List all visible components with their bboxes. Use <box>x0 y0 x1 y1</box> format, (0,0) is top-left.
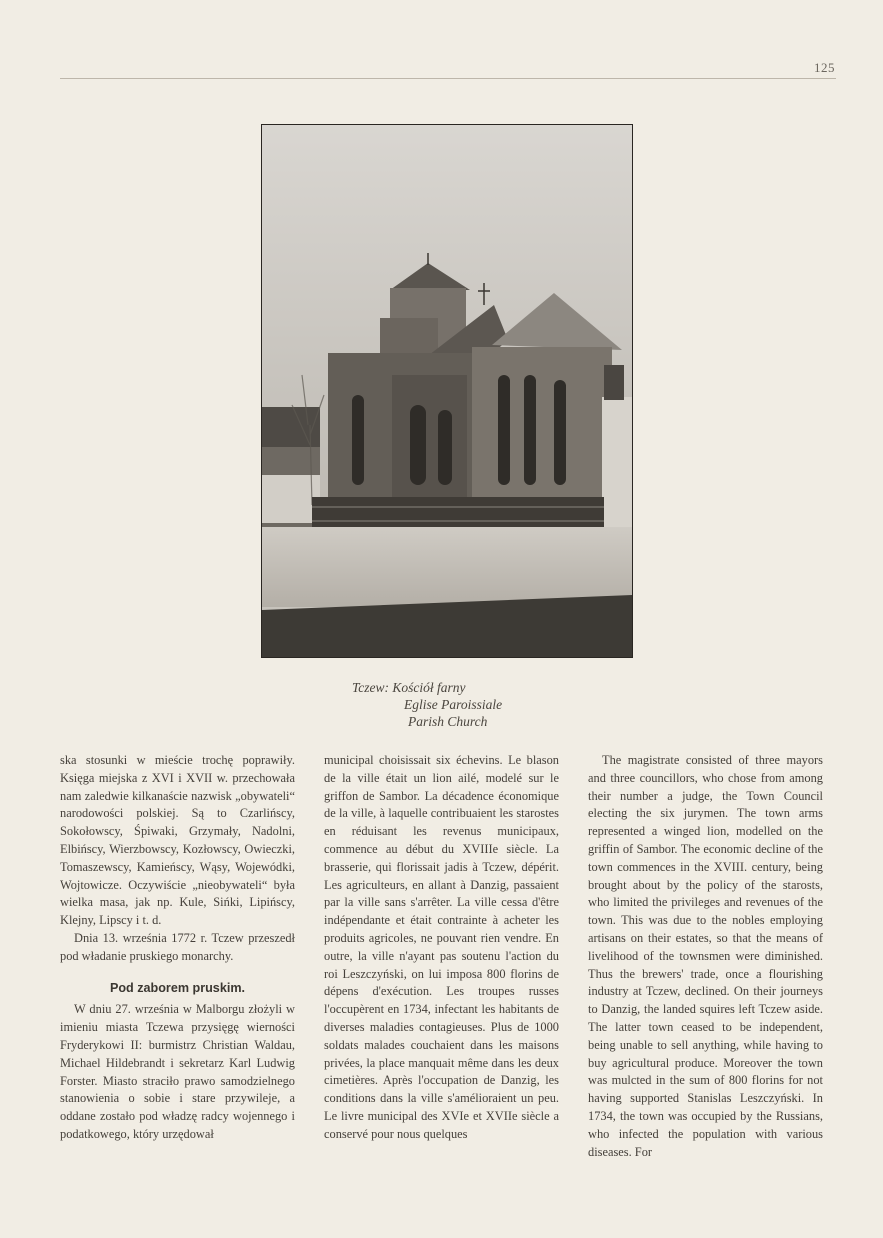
header-rule <box>60 78 836 79</box>
polish-paragraph-3: W dniu 27. września w Malborgu złożyli w imieniu miasta Tczewa przysięgę wierności Fryderykowi II: burmistrz Christian Waldau, Michael Hildebrandt i sekretarz Karl Ludwig Forster. Miasto straciło prawo samodzielnego stanowienia o sobie i stare przywileje, a oddane zostało pod władzę radcy wojennego i podatkowego, który urzędował <box>60 1002 295 1141</box>
section-heading: Pod zaborem pruskim. <box>109 980 246 995</box>
page-number: 125 <box>814 60 835 75</box>
polish-paragraph-2: Dnia 13. września 1772 r. Tczew przeszedł pod władanie pruskiego monarchy. <box>60 930 295 963</box>
column-polish <box>60 752 295 1144</box>
caption-polish: Tczew: Kościół farny <box>352 680 466 695</box>
column-french <box>324 752 559 1144</box>
column-english <box>588 752 823 1161</box>
french-paragraph: municipal choisissait six échevins. Le blason de la ville était un lion ailé, modelé sur le griffon de Sambor. La décadence économique de la ville, à laquelle contribuaient les starostes en réduisant les revenus municipaux, commence au début du XVIIIe siècle. La brasserie, qui florissait jadis à Tczew, dépérit. Les agriculteurs, en allant à Danzig, passaient par la ville sans s'arrêter. La ville cessa d'être indépendante et était contrainte à acheter les produits agricoles, ne pouvant rien vendre. En outre, la ville n'ayant pas soutenu l'action du roi Leszczyński, on lui imposa 800 florins de dépens d'exécution. Les troupes russes l'occupèrent en 1734, infectant les habitants de diverses maladies contagieuses. Plus de 1000 soldats malades couchaient dans les maisons privées, la place manquait même dans les deux cimetières. Après l'occupation de Danzig, les conditions dans la ville s'amélioraient un peu. Le livre municipal des XVIe et XVIIe siècle a conservé pour nous quelques <box>324 753 559 1141</box>
church-photo-drawing <box>262 125 632 657</box>
church-photo <box>261 124 633 658</box>
polish-paragraph-1: ska stosunki w mieście trochę poprawiły. Księga miejska z XVI i XVII w. przechowała nam zaledwie kilkanaście nazwisk „obywateli“ narodowości polskiej. Są to Czarlińscy, Sokołowscy, Śpiwaki, Grzymały, Nadolni, Elbińscy, Wierzbowscy, Kozłowscy, Owieczki, Tomaszewscy, Kamieńscy, Wąsy, Wojewódki, Wojtowicze. Oczywiście „nieobywateli“ była wielka masa, jak np. Kule, Sińki, Lipińscy, Klejny, Lipscy i t. d. <box>60 753 295 928</box>
english-paragraph: The magistrate consisted of three mayors and three councillors, who chose from among their number a judge, the Town Council electing the six jurymen. The town arms represented a winged lion, modelled on the griffin of Sambor. The economic decline of the town commences in the XVIII. century, being brought about by the policy of the starosts, who limited the privileges and revenues of the town. This was due to the nobles employing artisans on their estates, so that the means of livelihood of the townsmen were diminished. Thus the brewers' trade, once a flourishing industry at Tczew, declined. On their journeys to Danzig, the landed squires left Tczew aside. The latter town ceased to be independent, being unable to sell anything, while having to buy agricultural produce. Moreover the town was mulcted in the sum of 800 florins for not having supported Stanislas Leszczyński. In 1734, the town was occupied by the Russians, who infected the population with various diseases. For <box>588 753 823 1159</box>
caption-english: Parish Church <box>408 714 488 729</box>
caption-french: Eglise Paroissiale <box>404 697 503 712</box>
figure-caption <box>352 679 612 730</box>
